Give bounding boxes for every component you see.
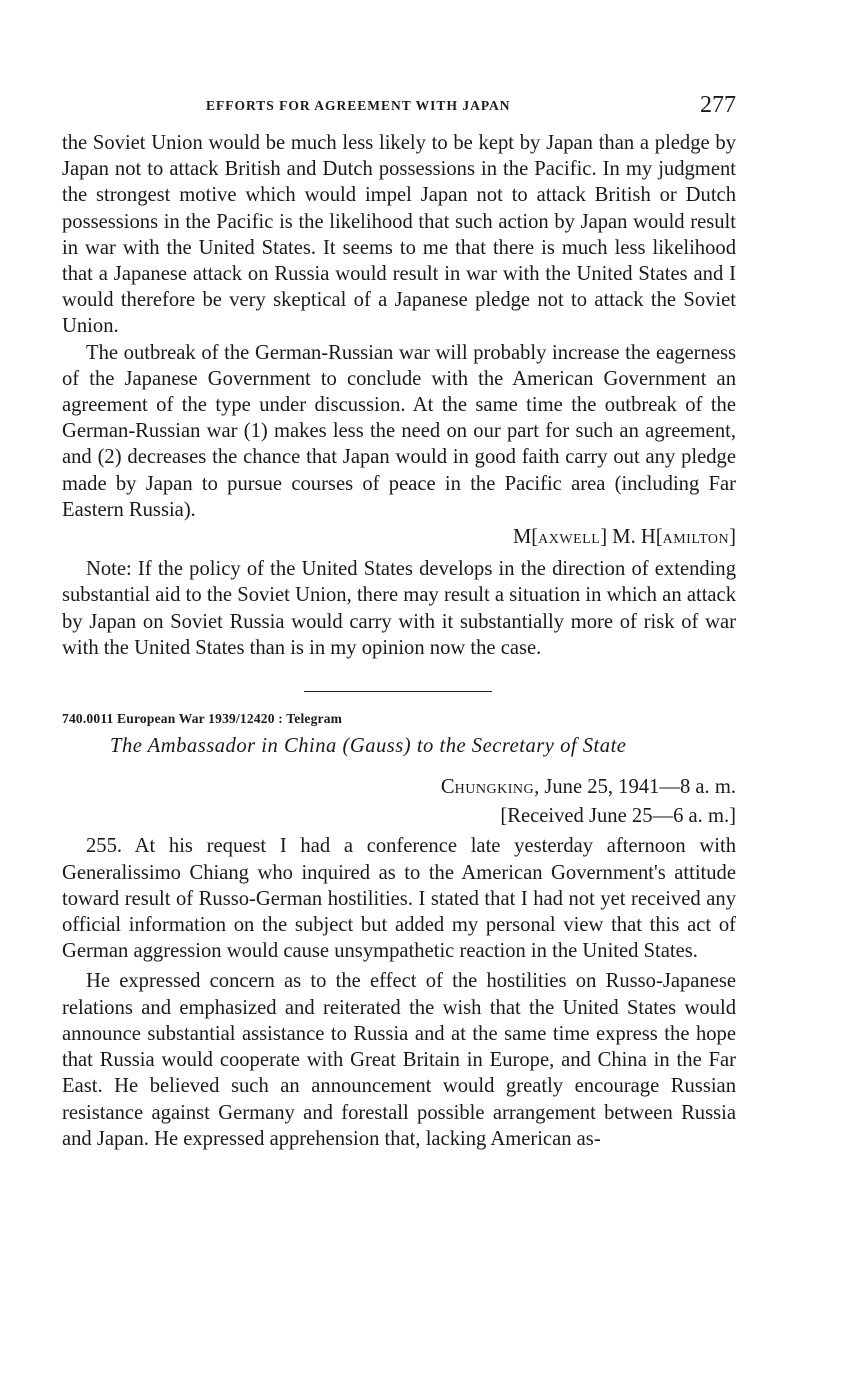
memo-note: Note: If the policy of the United States develops in the direction of extending substantial aid to the Soviet Union, there may result a situation in which an attack by Japan on Soviet Russia would carry with it substantially more of risk of war with the United States than is in my opinion now the case.: [62, 558, 736, 659]
memo-paragraph: The outbreak of the German-Russian war will probably increase the eagerness of the Japanese Government to conclude with the American Government an agreement of the type under discussion. At the same time the outbreak of the German-Russian war (1) makes less the need on our part for such an agreement, and (2) decreases the chance that Japan would in good faith carry out any pledge made by Japan to pursue courses of peace in the Pacific area (including Far Eastern Russia).: [62, 341, 736, 521]
memo-signature: M[AXWELL] M. H[AMILTON]: [513, 526, 736, 549]
telegram-received-line: [Received June 25—6 a. m.]: [500, 805, 736, 828]
document-file-reference: 740.0011 European War 1939/12420 : Telegram: [62, 711, 343, 727]
memo-paragraph-continuation: the Soviet Union would be much less likely to be kept by Japan than a pledge by Japan not to attack British and Dutch possessions in the Pacific. In my judgment the strongest motive which would impel Japan not to attack British or Dutch possessions in the Pacific is the likelihood that such action by Japan would result in war with the United States. It seems to me that there is much less likelihood that a Japanese attack on Russia would result in war with the United States and I would therefore be very skeptical of a Japanese pledge not to attack the Soviet Union.: [62, 132, 736, 338]
document-heading: The Ambassador in China (Gauss) to the Secretary of State: [110, 735, 627, 758]
telegram-paragraph: 255. At his request I had a conference late yesterday afternoon with Generalissimo Chiang who inquired as to the American Government's attitude toward result of Russo-German hostilities. I stated that I had not yet received any official information on the subject but added my personal view that this act of German aggression would cause unsympathetic reaction in the United States.: [62, 835, 736, 963]
telegram-paragraph: He expressed concern as to the effect of the hostilities on Russo-Japanese relations and emphasized and reiterated the wish that the United States would announce substantial assistance to Russia and at the same time express the hope that Russia would cooperate with Great Britain in Europe, and China in the Far East. He believed such an announcement would greatly encourage Russian resistance against Germany and forestall possible arrangement between Russia and Japan. He expressed apprehension that, lacking American as-: [62, 970, 736, 1150]
running-header: [62, 90, 736, 130]
telegram-dateline: CHUNGKING, June 25, 1941—8 a. m.: [440, 776, 736, 799]
document-page: [62, 90, 736, 1152]
running-title: EFFORTS FOR AGREEMENT WITH JAPAN: [206, 98, 511, 113]
page-number: 277: [700, 92, 736, 118]
section-divider: [304, 691, 492, 692]
